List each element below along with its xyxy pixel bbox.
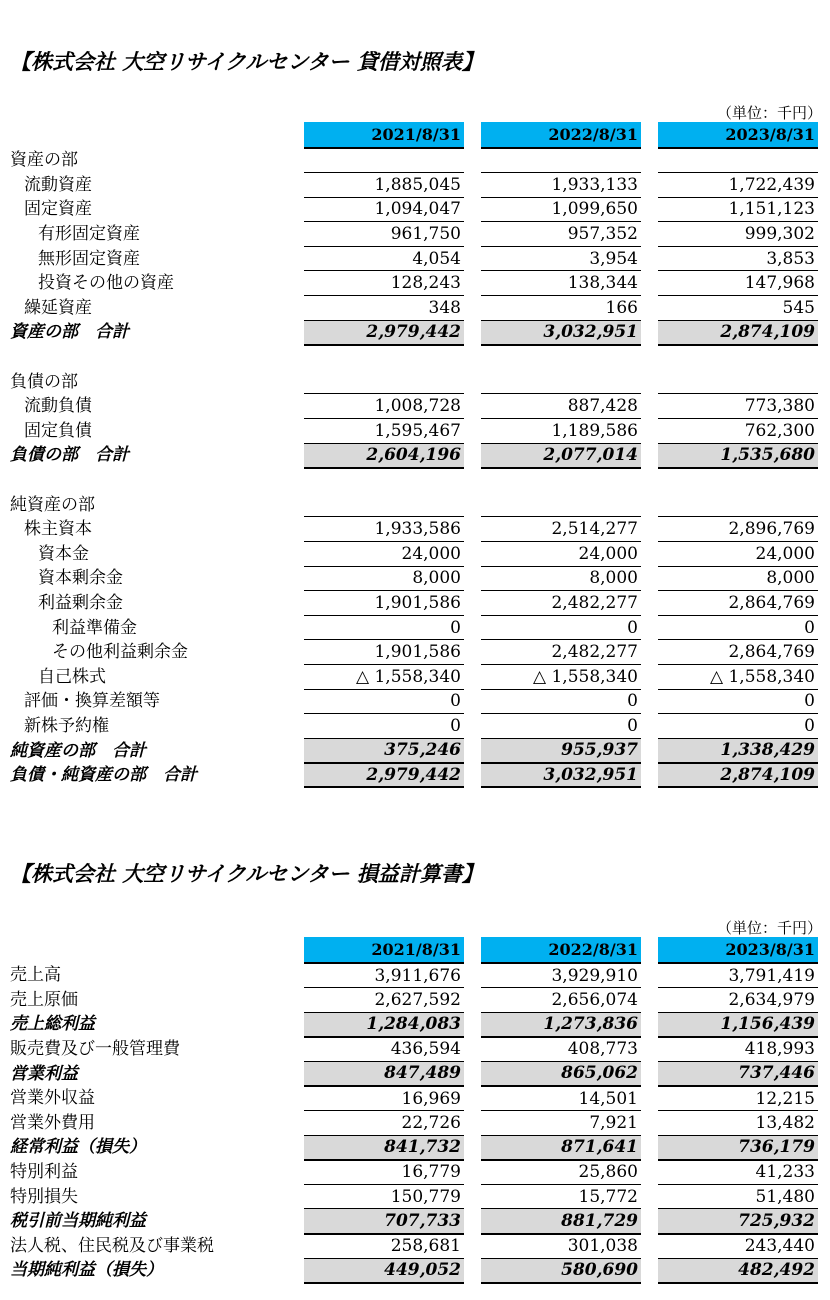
table-row: [0, 1184, 818, 1209]
column-gap: [641, 517, 658, 542]
column-gap: [464, 591, 481, 616]
row-value: 1,595,467: [304, 419, 464, 444]
table-row: [0, 963, 818, 988]
row-value: 2,634,979: [658, 988, 818, 1013]
row-value: 1,273,836: [481, 1012, 641, 1037]
total-row: [0, 1258, 818, 1283]
column-header: 2021/8/31: [304, 937, 464, 963]
column-gap: [641, 1184, 658, 1209]
column-gap: [641, 1160, 658, 1185]
table-row: [0, 246, 818, 271]
column-gap: [464, 714, 481, 739]
column-gap: [641, 1037, 658, 1062]
row-value: 0: [658, 615, 818, 640]
table-row: [0, 1111, 818, 1136]
column-gap: [464, 320, 481, 345]
row-value: 1,901,586: [304, 591, 464, 616]
table-row: [0, 173, 818, 198]
total-row: [0, 443, 818, 468]
row-value: 1,901,586: [304, 640, 464, 665]
row-value: 16,969: [304, 1086, 464, 1111]
column-gap: [464, 988, 481, 1013]
row-label: 売上原価: [10, 989, 78, 1010]
row-value: 1,008,728: [304, 394, 464, 419]
row-label: 特別損失: [10, 1186, 78, 1207]
table-row: [0, 591, 818, 616]
row-value: 1,535,680: [658, 443, 818, 468]
table-row: [0, 1037, 818, 1062]
column-gap: [641, 542, 658, 567]
row-label: 負債・純資産の部 合計: [10, 765, 197, 786]
row-value: 0: [304, 615, 464, 640]
row-value: △ 1,558,340: [481, 664, 641, 689]
row-value: △ 1,558,340: [304, 664, 464, 689]
column-gap: [464, 1135, 481, 1160]
row-value: 773,380: [658, 394, 818, 419]
row-label: 純資産の部 合計: [10, 740, 146, 761]
column-gap: [641, 615, 658, 640]
row-value: 0: [481, 714, 641, 739]
row-value: [304, 148, 464, 173]
row-value: 12,215: [658, 1086, 818, 1111]
column-gap: [464, 271, 481, 296]
row-value: 14,501: [481, 1086, 641, 1111]
column-gap: [641, 738, 658, 763]
row-value: [658, 468, 818, 493]
row-value: 2,482,277: [481, 640, 641, 665]
row-label: 自己株式: [38, 666, 106, 687]
column-header: 2021/8/31: [304, 122, 464, 148]
row-value: 3,929,910: [481, 963, 641, 988]
column-gap: [641, 492, 658, 517]
column-gap: [464, 640, 481, 665]
row-value: [481, 345, 641, 370]
column-header: 2023/8/31: [658, 122, 818, 148]
table-row: [0, 222, 818, 247]
row-value: 2,874,109: [658, 763, 818, 788]
column-gap: [464, 566, 481, 591]
table-row: [0, 296, 818, 321]
row-value: 2,514,277: [481, 517, 641, 542]
row-value: 871,641: [481, 1135, 641, 1160]
column-gap: [464, 615, 481, 640]
column-gap: [464, 963, 481, 988]
row-label: 有形固定資産: [38, 224, 140, 245]
row-value: △ 1,558,340: [658, 664, 818, 689]
balance-sheet-title: 【株式会社 大空リサイクルセンター 貸借対照表】: [10, 50, 483, 74]
row-label: 資産の部: [10, 150, 78, 171]
table-row: [0, 369, 818, 394]
row-value: 736,179: [658, 1135, 818, 1160]
column-gap: [464, 1086, 481, 1111]
row-label: 税引前当期純利益: [10, 1211, 146, 1232]
column-header: 2022/8/31: [481, 937, 641, 963]
row-value: [304, 492, 464, 517]
column-gap: [641, 1111, 658, 1136]
row-label: 評価・換算差額等: [24, 691, 160, 712]
row-label: 営業利益: [10, 1063, 78, 1084]
row-value: 1,094,047: [304, 197, 464, 222]
column-gap: [641, 468, 658, 493]
column-gap: [641, 296, 658, 321]
row-value: 737,446: [658, 1061, 818, 1086]
row-label: 利益剰余金: [38, 592, 123, 613]
row-value: 1,885,045: [304, 173, 464, 198]
column-gap: [464, 197, 481, 222]
row-label: 売上総利益: [10, 1014, 95, 1035]
table-row: [0, 148, 818, 173]
row-value: 0: [658, 689, 818, 714]
column-gap: [464, 1209, 481, 1234]
row-label: 固定負債: [24, 420, 92, 441]
row-value: 762,300: [658, 419, 818, 444]
row-value: 881,729: [481, 1209, 641, 1234]
row-value: [304, 369, 464, 394]
row-label: 法人税、住民税及び事業税: [10, 1235, 214, 1256]
column-gap: [464, 222, 481, 247]
bs-header-row: [0, 122, 818, 148]
income-statement-body: [0, 937, 818, 1283]
row-value: 1,338,429: [658, 738, 818, 763]
row-value: 22,726: [304, 1111, 464, 1136]
row-label: [0, 468, 304, 493]
column-gap: [641, 369, 658, 394]
column-gap: [641, 443, 658, 468]
column-gap: [464, 492, 481, 517]
row-label: 株主資本: [24, 519, 92, 540]
row-label: 資本剰余金: [38, 568, 123, 589]
income-statement-unit: （単位：千円）: [716, 919, 822, 937]
row-value: [481, 369, 641, 394]
row-value: 51,480: [658, 1184, 818, 1209]
row-value: 2,077,014: [481, 443, 641, 468]
row-value: 0: [481, 615, 641, 640]
row-value: [481, 468, 641, 493]
row-value: 847,489: [304, 1061, 464, 1086]
column-gap: [464, 763, 481, 788]
column-gap: [641, 763, 658, 788]
row-value: 150,779: [304, 1184, 464, 1209]
row-value: [481, 148, 641, 173]
row-value: 1,151,123: [658, 197, 818, 222]
row-value: 375,246: [304, 738, 464, 763]
total-row: [0, 1012, 818, 1037]
row-value: [658, 492, 818, 517]
row-label: 利益準備金: [52, 617, 137, 638]
row-value: [304, 345, 464, 370]
row-value: 1,933,133: [481, 173, 641, 198]
row-value: [481, 492, 641, 517]
row-value: 0: [304, 714, 464, 739]
column-gap: [464, 468, 481, 493]
row-value: [658, 148, 818, 173]
table-row: [0, 197, 818, 222]
column-gap: [464, 296, 481, 321]
row-value: 301,038: [481, 1234, 641, 1259]
row-value: 841,732: [304, 1135, 464, 1160]
column-gap: [464, 394, 481, 419]
row-label: 特別利益: [10, 1162, 78, 1183]
spacer-row: [0, 345, 818, 370]
row-value: 2,627,592: [304, 988, 464, 1013]
column-gap: [641, 1258, 658, 1283]
row-value: 3,791,419: [658, 963, 818, 988]
column-gap: [464, 542, 481, 567]
column-gap: [464, 1184, 481, 1209]
table-row: [0, 542, 818, 567]
row-value: 545: [658, 296, 818, 321]
row-value: 1,156,439: [658, 1012, 818, 1037]
is-header-row: [0, 937, 818, 963]
column-header: 2022/8/31: [481, 122, 641, 148]
column-gap: [641, 1135, 658, 1160]
row-value: 243,440: [658, 1234, 818, 1259]
total-row: [0, 1061, 818, 1086]
column-gap: [641, 197, 658, 222]
total-row: [0, 763, 818, 788]
row-value: 1,189,586: [481, 419, 641, 444]
row-label: 販売費及び一般管理費: [10, 1039, 180, 1060]
row-label: 資本金: [38, 543, 89, 564]
column-gap: [464, 148, 481, 173]
row-value: 1,284,083: [304, 1012, 464, 1037]
column-gap: [464, 1061, 481, 1086]
row-label: 営業外収益: [10, 1088, 95, 1109]
row-value: 166: [481, 296, 641, 321]
row-value: 2,656,074: [481, 988, 641, 1013]
row-value: 24,000: [481, 542, 641, 567]
column-gap: [641, 988, 658, 1013]
row-value: 0: [304, 689, 464, 714]
row-value: [304, 468, 464, 493]
table-row: [0, 988, 818, 1013]
row-label: 無形固定資産: [38, 248, 140, 269]
column-gap: [641, 271, 658, 296]
column-gap: [641, 689, 658, 714]
table-row: [0, 1234, 818, 1259]
row-value: 7,921: [481, 1111, 641, 1136]
column-gap: [641, 320, 658, 345]
balance-sheet-table: [0, 122, 818, 788]
column-gap: [641, 963, 658, 988]
row-value: 147,968: [658, 271, 818, 296]
column-gap: [464, 246, 481, 271]
total-row: [0, 738, 818, 763]
column-gap: [464, 1012, 481, 1037]
header-spacer: [0, 122, 304, 148]
table-row: [0, 689, 818, 714]
row-value: 41,233: [658, 1160, 818, 1185]
column-gap: [641, 937, 658, 963]
row-label: 純資産の部: [10, 494, 95, 515]
row-value: 2,604,196: [304, 443, 464, 468]
column-gap: [464, 443, 481, 468]
row-value: 1,722,439: [658, 173, 818, 198]
row-label: 流動負債: [24, 396, 92, 417]
row-value: 1,099,650: [481, 197, 641, 222]
table-row: [0, 1086, 818, 1111]
table-row: [0, 640, 818, 665]
row-label: 新株予約権: [24, 715, 109, 736]
row-value: 24,000: [304, 542, 464, 567]
row-value: 957,352: [481, 222, 641, 247]
row-value: 2,979,442: [304, 320, 464, 345]
row-value: 13,482: [658, 1111, 818, 1136]
spacer-row: [0, 468, 818, 493]
column-gap: [464, 345, 481, 370]
row-value: [658, 345, 818, 370]
row-value: 436,594: [304, 1037, 464, 1062]
row-label: 経常利益（損失）: [10, 1137, 146, 1158]
column-gap: [464, 369, 481, 394]
column-gap: [464, 664, 481, 689]
column-gap: [464, 517, 481, 542]
column-gap: [641, 1061, 658, 1086]
income-statement-table: [0, 937, 818, 1284]
row-value: [658, 369, 818, 394]
row-label: 固定資産: [24, 199, 92, 220]
balance-sheet-body: [0, 122, 818, 787]
column-gap: [641, 173, 658, 198]
row-value: 999,302: [658, 222, 818, 247]
row-value: 258,681: [304, 1234, 464, 1259]
row-value: 3,032,951: [481, 763, 641, 788]
row-value: 138,344: [481, 271, 641, 296]
row-value: 15,772: [481, 1184, 641, 1209]
column-gap: [464, 1111, 481, 1136]
column-gap: [464, 738, 481, 763]
total-row: [0, 1209, 818, 1234]
column-gap: [641, 664, 658, 689]
row-value: 2,864,769: [658, 591, 818, 616]
row-label: 当期純利益（損失）: [10, 1260, 163, 1281]
row-value: 3,911,676: [304, 963, 464, 988]
row-label: 負債の部: [10, 371, 78, 392]
row-value: 2,482,277: [481, 591, 641, 616]
row-label: 売上高: [10, 965, 61, 986]
row-value: 865,062: [481, 1061, 641, 1086]
column-gap: [464, 689, 481, 714]
column-gap: [641, 394, 658, 419]
column-gap: [641, 566, 658, 591]
table-row: [0, 271, 818, 296]
row-value: 2,874,109: [658, 320, 818, 345]
table-row: [0, 615, 818, 640]
row-label: 負債の部 合計: [10, 445, 129, 466]
column-gap: [641, 1209, 658, 1234]
income-statement-title: 【株式会社 大空リサイクルセンター 損益計算書】: [10, 862, 483, 886]
column-gap: [641, 1012, 658, 1037]
table-row: [0, 714, 818, 739]
row-value: 961,750: [304, 222, 464, 247]
row-value: 4,054: [304, 246, 464, 271]
row-value: 16,779: [304, 1160, 464, 1185]
row-value: 707,733: [304, 1209, 464, 1234]
column-gap: [464, 173, 481, 198]
row-value: 348: [304, 296, 464, 321]
table-row: [0, 394, 818, 419]
table-row: [0, 517, 818, 542]
column-gap: [641, 122, 658, 148]
row-label: 投資その他の資産: [38, 273, 174, 294]
row-value: 0: [481, 689, 641, 714]
row-label: 営業外費用: [10, 1112, 95, 1133]
column-gap: [641, 640, 658, 665]
row-value: 408,773: [481, 1037, 641, 1062]
row-value: 24,000: [658, 542, 818, 567]
row-value: 8,000: [481, 566, 641, 591]
row-label: 繰延資産: [24, 297, 92, 318]
table-row: [0, 419, 818, 444]
row-value: 25,860: [481, 1160, 641, 1185]
column-gap: [464, 937, 481, 963]
column-gap: [464, 1234, 481, 1259]
column-gap: [641, 714, 658, 739]
row-value: 3,032,951: [481, 320, 641, 345]
row-value: 482,492: [658, 1258, 818, 1283]
column-gap: [641, 345, 658, 370]
column-gap: [641, 246, 658, 271]
row-value: 2,979,442: [304, 763, 464, 788]
row-label: 流動資産: [24, 174, 92, 195]
row-value: 2,864,769: [658, 640, 818, 665]
row-value: 0: [658, 714, 818, 739]
row-value: 1,933,586: [304, 517, 464, 542]
row-value: 580,690: [481, 1258, 641, 1283]
row-value: 418,993: [658, 1037, 818, 1062]
row-value: 3,853: [658, 246, 818, 271]
column-gap: [464, 1160, 481, 1185]
row-value: 3,954: [481, 246, 641, 271]
row-value: 8,000: [658, 566, 818, 591]
total-row: [0, 320, 818, 345]
row-value: 725,932: [658, 1209, 818, 1234]
column-gap: [641, 1086, 658, 1111]
column-gap: [464, 1258, 481, 1283]
row-value: 955,937: [481, 738, 641, 763]
row-value: 8,000: [304, 566, 464, 591]
row-value: 449,052: [304, 1258, 464, 1283]
row-label: [0, 345, 304, 370]
column-gap: [641, 591, 658, 616]
row-value: 2,896,769: [658, 517, 818, 542]
column-gap: [641, 222, 658, 247]
table-row: [0, 492, 818, 517]
total-row: [0, 1135, 818, 1160]
column-gap: [464, 122, 481, 148]
table-row: [0, 1160, 818, 1185]
column-gap: [641, 148, 658, 173]
header-spacer: [0, 937, 304, 963]
table-row: [0, 566, 818, 591]
column-gap: [464, 1037, 481, 1062]
row-label: 資産の部 合計: [10, 322, 129, 343]
column-gap: [464, 419, 481, 444]
row-label: その他利益剰余金: [52, 642, 188, 663]
row-value: 128,243: [304, 271, 464, 296]
column-gap: [641, 1234, 658, 1259]
column-gap: [641, 419, 658, 444]
balance-sheet-unit: （単位：千円）: [716, 104, 822, 122]
column-header: 2023/8/31: [658, 937, 818, 963]
table-row: [0, 664, 818, 689]
row-value: 887,428: [481, 394, 641, 419]
